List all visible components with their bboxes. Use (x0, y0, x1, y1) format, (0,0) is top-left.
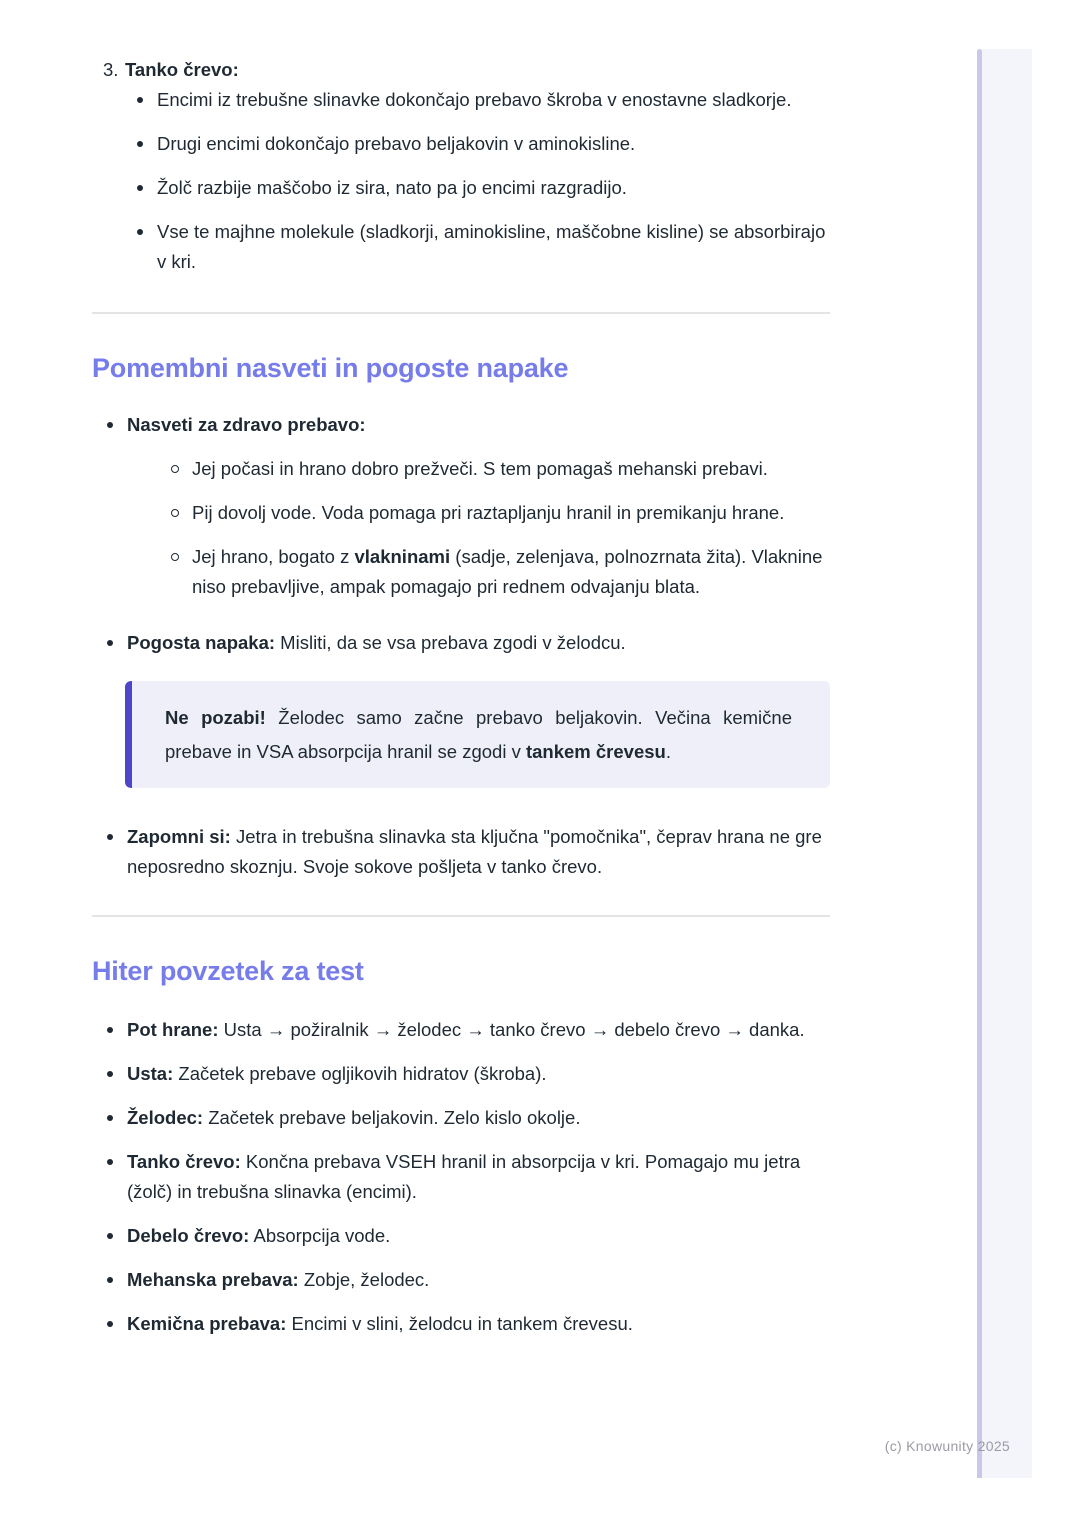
list-item-bold-label: Pogosta napaka: (127, 632, 276, 653)
section-divider (92, 312, 830, 314)
list-item-zapomni-si (92, 822, 830, 882)
next-page-edge (982, 49, 1032, 1478)
povzetek-list (92, 1015, 830, 1339)
list-item (92, 217, 830, 277)
list-item-text: Absorpcija vode. (249, 1225, 391, 1246)
copyright-text: (c) Knowunity 2025 (884, 1438, 1010, 1454)
list-item-text: Drugi encimi dokončajo prebavo beljakovin v aminokisline. (157, 133, 636, 154)
list-item-tanko-crevo (92, 1147, 830, 1207)
list-item-bold-label: Mehanska prebava: (127, 1269, 299, 1290)
zapomni-list (92, 822, 830, 882)
list-item-text: Jej hrano, bogato z (192, 546, 355, 567)
list-item-text: Jej počasi in hrano dobro prežveči. S tem pomagaš mehanski prebavi. (192, 458, 768, 479)
callout-bold-tail: tankem črevesu (525, 741, 666, 762)
document-content (92, 0, 830, 1339)
section-heading-nasveti: Pomembni nasveti in pogoste napake (92, 353, 569, 383)
list-item-text: Žolč razbije maščobo iz sira, nato pa jo encimi razgradijo. (157, 177, 627, 198)
list-item-text: Encimi v slini, želodcu in tankem črevesu. (286, 1313, 633, 1334)
nasveti-list (92, 410, 830, 658)
list-item-bold-label: Usta: (127, 1063, 174, 1084)
callout-text (165, 701, 792, 769)
section-divider (92, 915, 830, 917)
page-gap-line (977, 49, 982, 1478)
list-item-text: Pij dovolj vode. Voda pomaga pri raztapljanju hranil in premikanju hrane. (192, 502, 785, 523)
list-item-usta (92, 1059, 830, 1089)
list-item-text: Zobje, želodec. (298, 1269, 430, 1290)
list-item-text: Misliti, da se vsa prebava zgodi v želodcu. (275, 632, 626, 653)
list-item-text: Začetek prebave ogljikovih hidratov (škroba). (173, 1063, 547, 1084)
list-item-text: Jetra in trebušna slinavka sta ključna "pomočnika", čeprav hrana ne gre neposredno skoznju. Svoje sokove pošljeta v tanko črevo. (127, 826, 822, 877)
list-item-text: Vse te majhne molekule (sladkorji, aminokisline, maščobne kisline) se absorbirajo v kri. (157, 221, 826, 272)
list-item-mehanska-prebava (92, 1265, 830, 1295)
nasveti-sub-list (127, 454, 830, 602)
list-item-bold-label: Zapomni si: (127, 826, 231, 847)
callout-body-text: . (665, 741, 671, 762)
list-item-debelo-crevo (92, 1221, 830, 1251)
list-item-bold-label: Debelo črevo: (127, 1225, 250, 1246)
list-item-pogosta-napaka (92, 628, 830, 658)
list-item-bold-label: Nasveti za zdravo prebavo: (127, 414, 366, 435)
list-item (92, 129, 830, 159)
callout-bold-lead: Ne pozabi! (165, 707, 266, 728)
list-item-text: Encimi iz trebušne slinavke dokončajo prebavo škroba v enostavne sladkorje. (157, 89, 792, 110)
list-item-zelodec (92, 1103, 830, 1133)
list-item-text: Usta → požiralnik → želodec → tanko črevo → debelo črevo → danka. (218, 1019, 805, 1040)
list-item-kemicna-prebava (92, 1309, 830, 1339)
section-heading-povzetek: Hiter povzetek za test (92, 956, 364, 986)
list-item-bold-label: Tanko črevo: (127, 1151, 241, 1172)
list-item (127, 454, 830, 484)
tanko-crevo-bullet-list (92, 85, 830, 277)
list-item-nasveti-label (92, 410, 830, 602)
list-item-text: Končna prebava VSEH hranil in absorpcija v kri. Pomagajo mu jetra (žolč) in trebušna slinavka (encimi). (127, 1151, 801, 1202)
list-item-bold-text: vlakninami (354, 546, 451, 567)
list-item-bold-label: Pot hrane: (127, 1019, 219, 1040)
numbered-item-tanko-crevo (92, 55, 830, 85)
list-item (127, 498, 830, 528)
list-item-pot-hrane (92, 1015, 830, 1045)
callout-body-text: Želodec samo začne prebavo beljakovin. Večina kemične prebave in VSA absorpcija hranil se zgodi v (165, 707, 792, 762)
list-item (92, 173, 830, 203)
list-item-bold-label: Želodec: (127, 1107, 204, 1128)
list-item-text: Začetek prebave beljakovin. Zelo kislo okolje. (203, 1107, 581, 1128)
list-item-text: (sadje, zelenjava, polnozrnata žita). Vlaknine niso prebavljive, ampak pomagajo pri rednem odvajanju blata. (192, 546, 823, 597)
list-item (127, 542, 830, 602)
numbered-item-title: Tanko črevo: (125, 59, 239, 80)
list-item-bold-label: Kemična prebava: (127, 1313, 287, 1334)
callout-note (125, 681, 830, 788)
list-item (92, 85, 830, 115)
list-number: 3. (103, 59, 119, 80)
